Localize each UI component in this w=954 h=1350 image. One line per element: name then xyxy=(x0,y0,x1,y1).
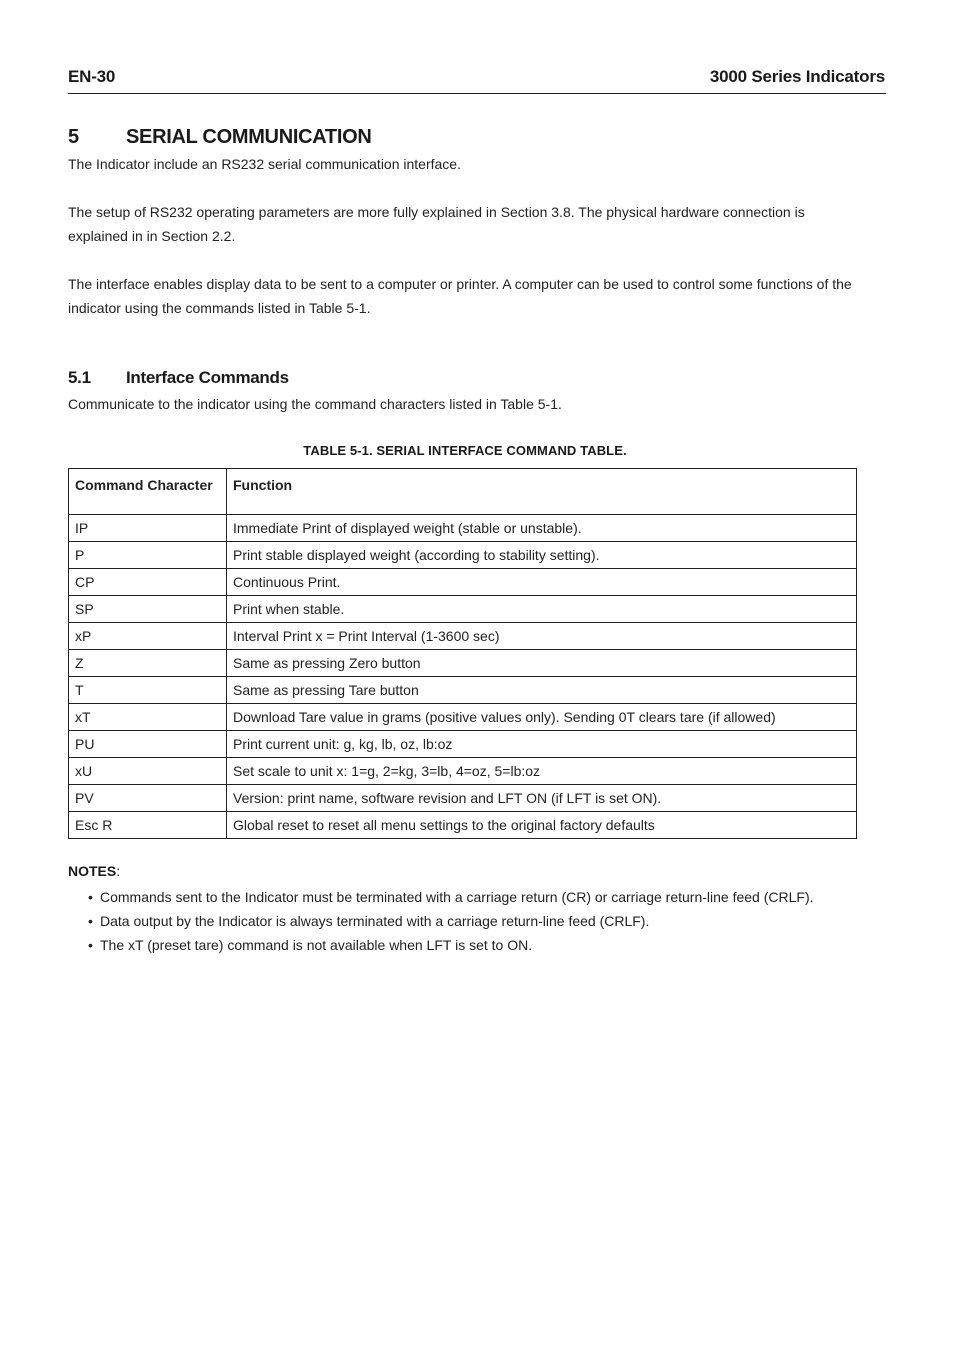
command-cell: xU xyxy=(69,758,227,785)
table-caption: TABLE 5-1. SERIAL INTERFACE COMMAND TABLE. xyxy=(303,443,627,458)
command-cell: PU xyxy=(69,731,227,758)
table-row xyxy=(69,542,857,569)
function-cell: Continuous Print. xyxy=(227,569,857,596)
command-cell: PV xyxy=(69,785,227,812)
setup-paragraph: The setup of RS232 operating parameters are more fully explained in Section 3.8. The physical hardware connection is explained in in Section 2.2. xyxy=(68,204,805,244)
intro-paragraph: The Indicator include an RS232 serial communication interface. xyxy=(68,156,461,172)
header-divider xyxy=(68,93,886,94)
header-command-character: Command Character xyxy=(69,469,227,515)
command-table xyxy=(68,468,857,839)
interface-paragraph: The interface enables display data to be sent to a computer or printer. A computer can be used to control some functions of the indicator using the commands listed in Table 5-1. xyxy=(68,276,852,316)
section-title: SERIAL COMMUNICATION xyxy=(126,126,372,148)
command-cell: T xyxy=(69,677,227,704)
note-text: The xT (preset tare) command is not available when LFT is set to ON. xyxy=(100,937,533,953)
command-cell: CP xyxy=(69,569,227,596)
document-title: 3000 Series Indicators xyxy=(709,67,885,86)
list-item: • Data output by the Indicator is always terminated with a carriage return-line feed (CRLF). xyxy=(88,913,650,929)
function-cell: Version: print name, software revision and LFT ON (if LFT is set ON). xyxy=(227,785,857,812)
section-heading xyxy=(68,126,371,149)
page-number: EN-30 xyxy=(68,67,116,86)
function-cell: Download Tare value in grams (positive values only). Sending 0T clears tare (if allowed) xyxy=(227,704,857,731)
table-row xyxy=(69,623,857,650)
list-item: • The xT (preset tare) command is not available when LFT is set to ON. xyxy=(88,937,533,953)
table-row xyxy=(69,596,857,623)
table-row xyxy=(69,812,857,839)
function-cell: Print current unit: g, kg, lb, oz, lb:oz xyxy=(227,731,857,758)
section-number: 5 xyxy=(68,126,79,148)
function-cell: Set scale to unit x: 1=g, 2=kg, 3=lb, 4=oz, 5=lb:oz xyxy=(227,758,857,785)
header-function: Function xyxy=(227,469,857,515)
notes-label: NOTES xyxy=(68,863,117,879)
table-row xyxy=(69,704,857,731)
command-cell: xT xyxy=(69,704,227,731)
table-row xyxy=(69,569,857,596)
function-cell: Interval Print x = Print Interval (1-3600 sec) xyxy=(227,623,857,650)
subsection-title: Interface Commands xyxy=(126,368,289,387)
table-row xyxy=(69,785,857,812)
subsection-number: 5.1 xyxy=(68,368,91,387)
function-cell: Print stable displayed weight (according to stability setting). xyxy=(227,542,857,569)
note-text: Data output by the Indicator is always terminated with a carriage return-line feed (CRLF). xyxy=(100,913,650,929)
function-cell: Same as pressing Zero button xyxy=(227,650,857,677)
subsection-paragraph: Communicate to the indicator using the command characters listed in Table 5-1. xyxy=(68,396,562,412)
table-row xyxy=(69,731,857,758)
command-cell: P xyxy=(69,542,227,569)
function-cell: Print when stable. xyxy=(227,596,857,623)
function-cell: Global reset to reset all menu settings to the original factory defaults xyxy=(227,812,857,839)
command-cell: SP xyxy=(69,596,227,623)
command-cell: xP xyxy=(69,623,227,650)
table-row xyxy=(69,650,857,677)
note-text: Commands sent to the Indicator must be terminated with a carriage return (CR) or carriage return-line feed (CRLF). xyxy=(100,889,814,905)
notes-list xyxy=(68,885,814,957)
table-header-row xyxy=(69,469,857,515)
list-item: • Commands sent to the Indicator must be terminated with a carriage return (CR) or carriage return-line feed (CRLF). xyxy=(88,889,814,905)
notes-title: NOTES: xyxy=(68,863,121,879)
table-row xyxy=(69,515,857,542)
function-cell: Same as pressing Tare button xyxy=(227,677,857,704)
subsection-heading xyxy=(68,368,289,388)
table-row xyxy=(69,758,857,785)
table-row xyxy=(69,677,857,704)
command-cell: IP xyxy=(69,515,227,542)
command-cell: Z xyxy=(69,650,227,677)
command-cell: Esc R xyxy=(69,812,227,839)
function-cell: Immediate Print of displayed weight (stable or unstable). xyxy=(227,515,857,542)
